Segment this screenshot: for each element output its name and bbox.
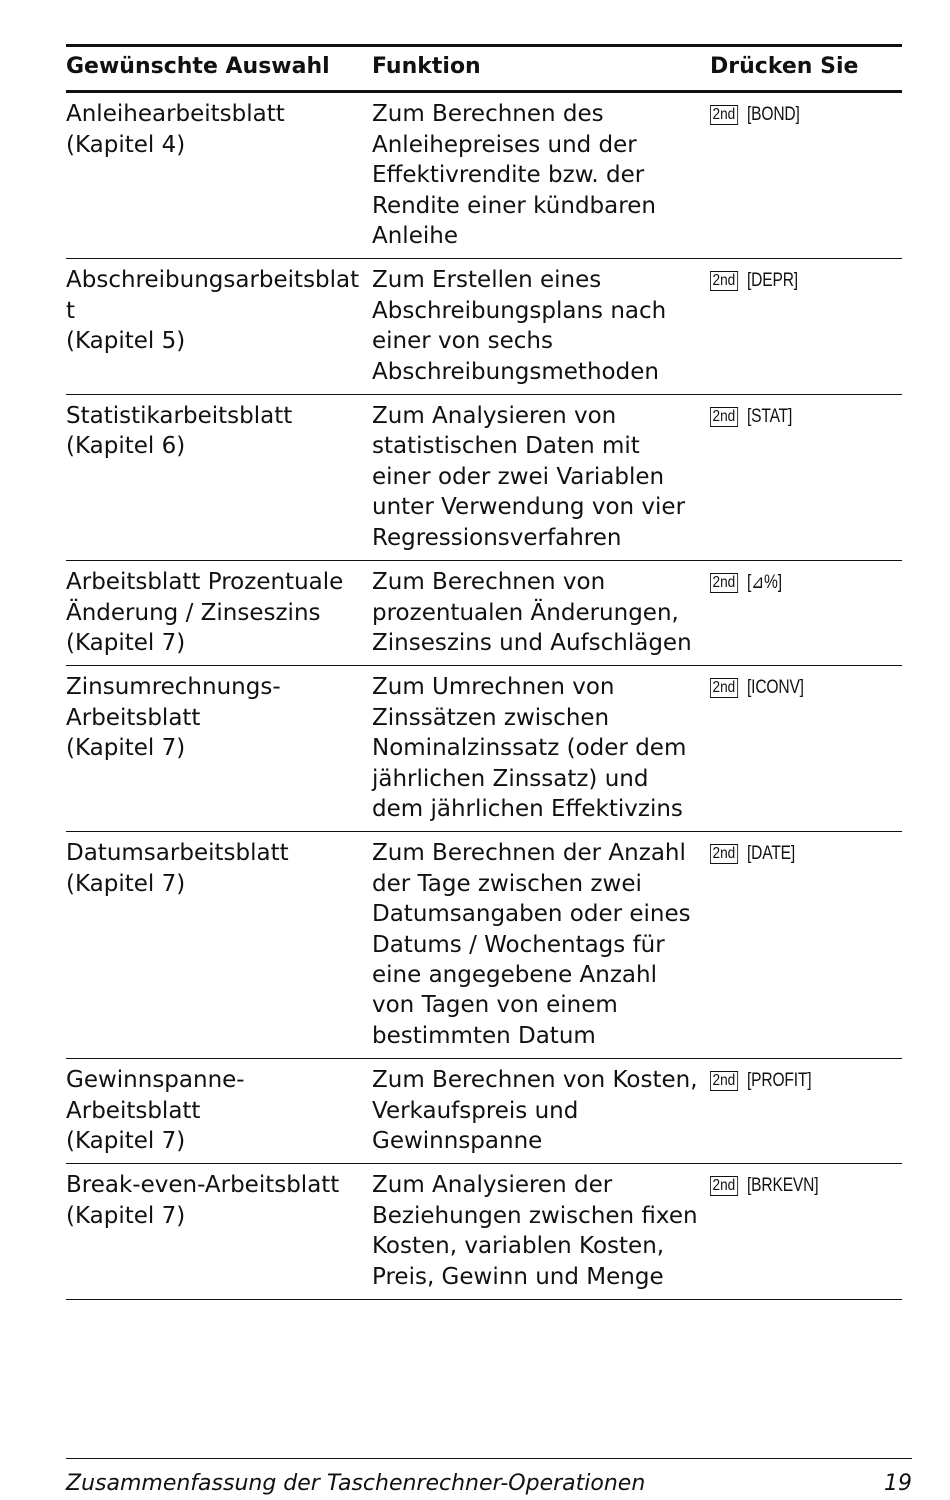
second-key: 2nd (710, 105, 738, 125)
function-key: [BOND] (746, 104, 800, 126)
chapter-ref: (Kapitel 7) (66, 735, 186, 762)
key-sequence (710, 265, 902, 387)
selection-cell (66, 1170, 372, 1292)
chapter-ref: (Kapitel 5) (66, 328, 186, 355)
chapter-ref: (Kapitel 6) (66, 433, 186, 460)
function-key: [BRKEVN] (746, 1175, 819, 1197)
column-header-selection: Gewünschte Auswahl (66, 54, 330, 79)
worksheet-name: Break-even-Arbeitsblatt (66, 1172, 340, 1199)
column-header-function: Funktion (372, 54, 481, 79)
key-sequence (710, 401, 902, 553)
key-sequence (710, 1065, 902, 1156)
function-description: Zum Berechnen von prozentualen Änderungen, Zinseszins und Aufschlägen (372, 569, 692, 656)
table-row (66, 258, 902, 394)
key-sequence (710, 838, 902, 1051)
function-key: [DEPR] (746, 270, 798, 292)
second-key: 2nd (710, 271, 738, 291)
key-sequence (710, 1170, 902, 1292)
worksheet-name: Gewinnspanne-Arbeitsblatt (66, 1067, 245, 1124)
function-key: [STAT] (746, 406, 792, 428)
selection-cell (66, 672, 372, 824)
function-description: Zum Analysieren von statistischen Daten mit einer oder zwei Variablen unter Verwendung von vier Regressionsverfahren (372, 403, 686, 551)
worksheet-name: Datumsarbeitsblatt (66, 840, 289, 867)
selection-cell (66, 838, 372, 1051)
chapter-ref: (Kapitel 7) (66, 629, 186, 656)
selection-cell (66, 1065, 372, 1156)
second-key: 2nd (710, 1176, 738, 1196)
worksheet-name: Abschreibungsarbeitsblatt (66, 267, 360, 324)
chapter-ref: (Kapitel 7) (66, 1202, 186, 1229)
table-row (66, 93, 902, 258)
column-header-press: Drücken Sie (710, 54, 859, 79)
function-key: [PROFIT] (746, 1070, 812, 1092)
function-key: [⊿%] (746, 572, 782, 594)
footer-title: Zusammenfassung der Taschenrechner-Operationen (66, 1471, 646, 1496)
selection-cell (66, 567, 372, 658)
key-sequence (710, 672, 902, 824)
function-description: Zum Erstellen eines Abschreibungsplans nach einer von sechs Abschreibungsmethoden (372, 267, 667, 385)
table-row (66, 1163, 902, 1299)
second-key: 2nd (710, 678, 738, 698)
table-row (66, 1058, 902, 1163)
function-key: [DATE] (746, 843, 795, 865)
key-sequence (710, 567, 902, 658)
worksheet-table (66, 44, 902, 1300)
second-key: 2nd (710, 573, 738, 593)
function-description: Zum Umrechnen von Zinssätzen zwischen Nominalzinssatz (oder dem jährlichen Zinssatz) und dem jährlichen Effektivzins (372, 674, 687, 822)
worksheet-name: Arbeitsblatt Prozentuale Änderung / Zinseszins (66, 569, 344, 626)
worksheet-name: Anleihearbeitsblatt (66, 101, 285, 128)
function-description: Zum Berechnen von Kosten, Verkaufspreis und Gewinnspanne (372, 1067, 698, 1154)
page-number: 19 (884, 1471, 912, 1496)
table-row (66, 394, 902, 560)
function-description: Zum Analysieren der Beziehungen zwischen fixen Kosten, variablen Kosten, Preis, Gewinn und Menge (372, 1172, 698, 1290)
second-key: 2nd (710, 1071, 738, 1091)
chapter-ref: (Kapitel 7) (66, 1128, 186, 1154)
selection-cell (66, 401, 372, 553)
worksheet-name: Zinsumrechnungs-Arbeitsblatt (66, 674, 281, 731)
second-key: 2nd (710, 844, 738, 864)
chapter-ref: (Kapitel 4) (66, 131, 186, 158)
table-row (66, 665, 902, 831)
chapter-ref: (Kapitel 7) (66, 870, 186, 897)
function-description: Zum Berechnen der Anzahl der Tage zwischen zwei Datumsangaben oder eines Datums / Wochentags für eine angegebene Anzahl von Tagen von einem bestimmten Datum (372, 840, 691, 1049)
footer-rule (66, 1458, 912, 1459)
worksheet-name: Statistikarbeitsblatt (66, 403, 293, 430)
selection-cell (66, 99, 372, 251)
function-key: [ICONV] (746, 677, 804, 699)
second-key: 2nd (710, 407, 738, 427)
table-header-row (66, 47, 902, 93)
function-description: Zum Berechnen des Anleihepreises und der Effektivrendite bzw. der Rendite einer kündbaren Anleihe (372, 101, 656, 250)
key-sequence (710, 99, 902, 251)
table-row (66, 831, 902, 1058)
table-row (66, 560, 902, 665)
selection-cell (66, 265, 372, 387)
